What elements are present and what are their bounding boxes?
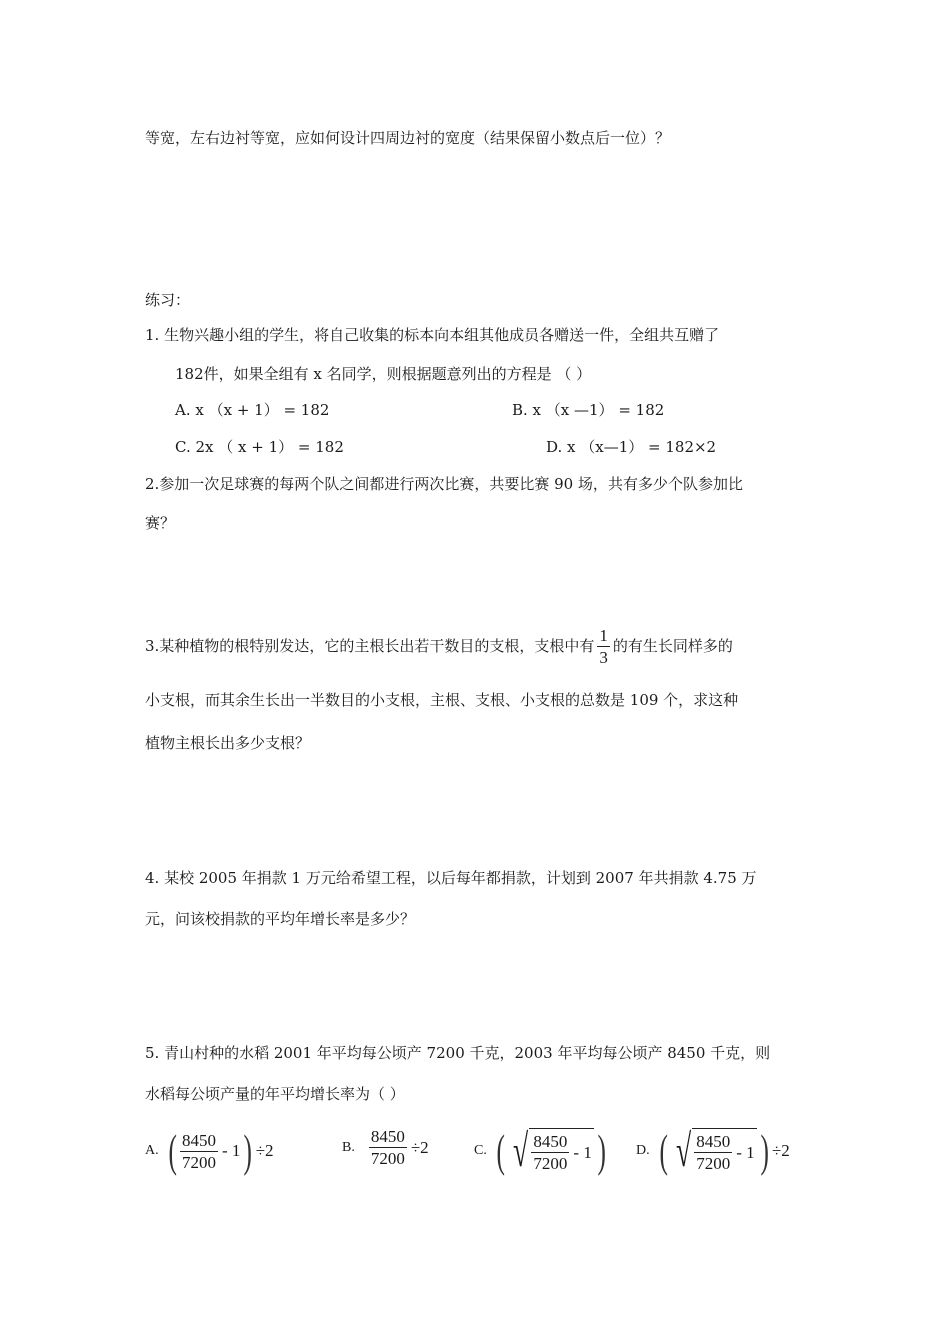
square-root [508, 1125, 594, 1176]
q3-line1-after: 的有生长同样多的 [612, 637, 733, 655]
q5-option-b-label: B. [342, 1139, 355, 1155]
q5-option-a-label: A. [145, 1143, 159, 1158]
q5-option-c-label: C. [474, 1143, 487, 1158]
left-paren: ( [659, 1125, 668, 1176]
right-paren: ) [760, 1125, 769, 1176]
fraction [369, 1128, 407, 1167]
q3-fraction-denominator: 3 [599, 647, 608, 667]
q3-line1-before: 3.某种植物的根特别发达，它的主根长出若干数目的支根，支根中有 [145, 637, 595, 655]
radical-sign: √ [513, 1125, 529, 1176]
fraction [180, 1132, 218, 1171]
q1-line2: 182件，如果全组有 x 名同学，则根据题意列出的方程是 （ ） [175, 365, 592, 383]
fraction-numerator: 8450 [370, 1127, 405, 1146]
q2-line1: 2.参加一次足球赛的每两个队之间都进行两次比赛，共要比赛 90 场，共有多少个队参加比 [145, 475, 743, 493]
divide-two: ÷2 [255, 1141, 274, 1160]
left-paren: ( [496, 1125, 505, 1176]
minus-one: - 1 [221, 1141, 241, 1160]
q1-option-d: D. x （x—1） = 182×2 [546, 438, 717, 456]
divide-two: ÷2 [771, 1141, 790, 1160]
q1-option-c: C. 2x （ x + 1） = 182 [175, 438, 344, 456]
q5-option-b [342, 1128, 429, 1167]
q5-option-a [145, 1125, 274, 1176]
fraction-denominator: 7200 [370, 1149, 405, 1168]
q1-line1: 1. 生物兴趣小组的学生，将自己收集的标本向本组其他成员各赠送一件，全组共互赠了 [145, 326, 720, 344]
q3-line1 [145, 624, 733, 668]
fraction [694, 1133, 732, 1172]
q4-line2: 元，问该校捐款的平均年增长率是多少？ [145, 910, 416, 928]
fraction-numerator: 8450 [533, 1132, 568, 1151]
q5-option-d [636, 1125, 790, 1176]
q5-option-d-label: D. [636, 1143, 650, 1158]
right-paren: ) [597, 1125, 606, 1176]
left-paren: ( [168, 1125, 177, 1176]
q2-line2: 赛？ [145, 514, 176, 532]
right-paren: ) [243, 1125, 253, 1176]
radicand [529, 1128, 593, 1174]
minus-one: - 1 [573, 1142, 592, 1162]
fraction-numerator: 8450 [696, 1132, 731, 1151]
minus-one: - 1 [736, 1142, 755, 1162]
q5-option-c [474, 1125, 609, 1176]
q5-line2: 水稻每公顷产量的年平均增长率为（ ） [145, 1085, 405, 1103]
fraction [531, 1133, 569, 1172]
fraction-denominator: 7200 [696, 1154, 731, 1173]
q3-line3: 植物主根长出多少支根？ [145, 734, 311, 752]
divide-two: ÷2 [410, 1137, 429, 1157]
q4-line1: 4. 某校 2005 年捐款 1 万元给希望工程，以后每年都捐款，计划到 2007 年共捐款 4.75 万 [145, 869, 757, 887]
square-root [671, 1125, 757, 1176]
q3-fraction-numerator: 1 [599, 625, 608, 645]
radicand [692, 1128, 756, 1174]
q1-option-b: B. x （x —1） = 182 [512, 401, 665, 419]
fraction-numerator: 8450 [181, 1130, 216, 1150]
fraction-denominator: 7200 [181, 1152, 216, 1172]
intro-line: 等宽，左右边衬等宽，应如何设计四周边衬的宽度（结果保留小数点后一位）？ [145, 129, 671, 147]
q3-fraction [597, 627, 610, 666]
practice-heading: 练习： [145, 291, 191, 309]
q1-option-a: A. x （x + 1） = 182 [175, 401, 330, 419]
radical-sign: √ [676, 1125, 692, 1176]
q5-line1: 5. 青山村种的水稻 2001 年平均每公顷产 7200 千克，2003 年平均每公顷产 8450 千克，则 [145, 1044, 771, 1062]
q3-line2: 小支根，而其余生长出一半数目的小支根，主根、支根、小支根的总数是 109 个，求这种 [145, 691, 739, 709]
fraction-denominator: 7200 [533, 1154, 568, 1173]
